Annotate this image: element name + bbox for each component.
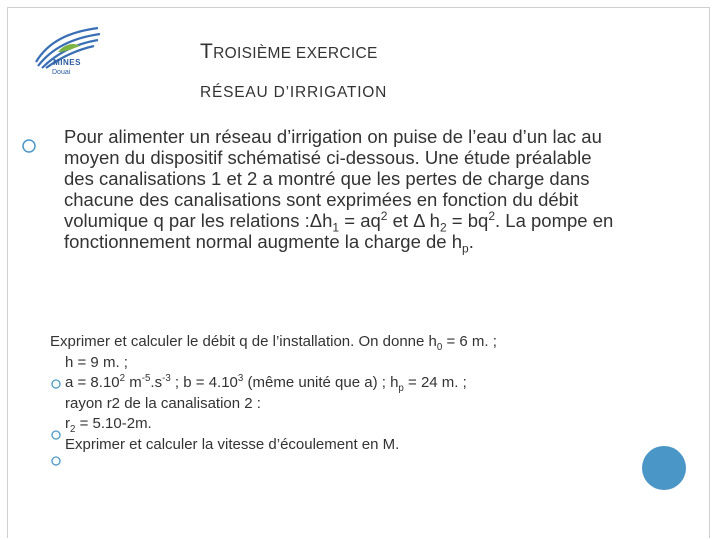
text-run: .s: [150, 374, 163, 391]
text-run: (même unité que a) ; h: [243, 374, 399, 391]
title-rest: ROISIÈME EXERCICE: [213, 45, 378, 62]
superscript: 2: [380, 208, 388, 223]
circle-bullet-icon: [20, 137, 38, 155]
text-run: ; b = 4.10: [170, 374, 238, 391]
text-run: . La pompe en fonctionnement normal augmente la charge de h: [64, 210, 614, 252]
logo-text: MINES: [53, 58, 81, 67]
circle-bullet-icon: [50, 428, 62, 440]
detail-line: [50, 414, 640, 435]
text-run: = 5.10-2m.: [75, 415, 152, 432]
text-run: = aq: [339, 210, 381, 231]
text-run: = 24 m. ;: [403, 374, 467, 391]
logo-subtext: Douai: [52, 69, 71, 76]
detail-line: rayon r2 de la canalisation 2 :: [65, 394, 261, 412]
text-run: a = 8.10: [65, 374, 120, 391]
detail-line: Exprimer et calculer la vitesse d’écoulement en M.: [65, 435, 400, 453]
subscript: p: [398, 383, 404, 394]
text-run: Pour alimenter un réseau d’irrigation on puise de l’eau d’un lac au moyen du dispositif schématisé ci-dessous. Une étude préalable des canalisations 1 et 2 a montré que les pertes de charge dans chacune des canalisations sont exprimées en fonction du débit volumique q par les relations :Δh: [64, 126, 602, 231]
text-run: = bq: [446, 210, 489, 231]
text-run: = 6 m. ;: [442, 333, 497, 350]
text-run: Exprimer et calculer le débit q de l’installation. On donne h: [50, 333, 437, 350]
superscript: 2: [119, 373, 126, 384]
title-initial: T: [200, 40, 214, 63]
slide-subtitle: RÉSEAU D’IRRIGATION: [200, 84, 388, 101]
subscript: 2: [439, 220, 447, 235]
text-run: m: [125, 374, 142, 391]
text-run: .: [468, 231, 474, 252]
detail-line: h = 9 m. ;: [65, 353, 128, 371]
details-block: [50, 332, 640, 455]
text-run: et Δ h: [387, 210, 440, 231]
text-run: r: [65, 415, 70, 432]
detail-line: [50, 332, 640, 353]
circle-bullet-icon: [50, 454, 62, 466]
subscript: 1: [332, 220, 340, 235]
subscript: 2: [70, 424, 76, 435]
superscript: 3: [237, 373, 244, 384]
detail-line: [50, 373, 640, 394]
decorative-circle: [642, 446, 686, 490]
superscript: -3: [162, 373, 171, 384]
superscript: -5: [141, 373, 151, 384]
circle-bullet-icon: [50, 377, 62, 389]
main-paragraph: [64, 126, 624, 256]
slide-title: [200, 40, 378, 64]
superscript: 2: [488, 208, 495, 223]
subscript: p: [462, 241, 469, 256]
subscript: 0: [436, 342, 443, 353]
